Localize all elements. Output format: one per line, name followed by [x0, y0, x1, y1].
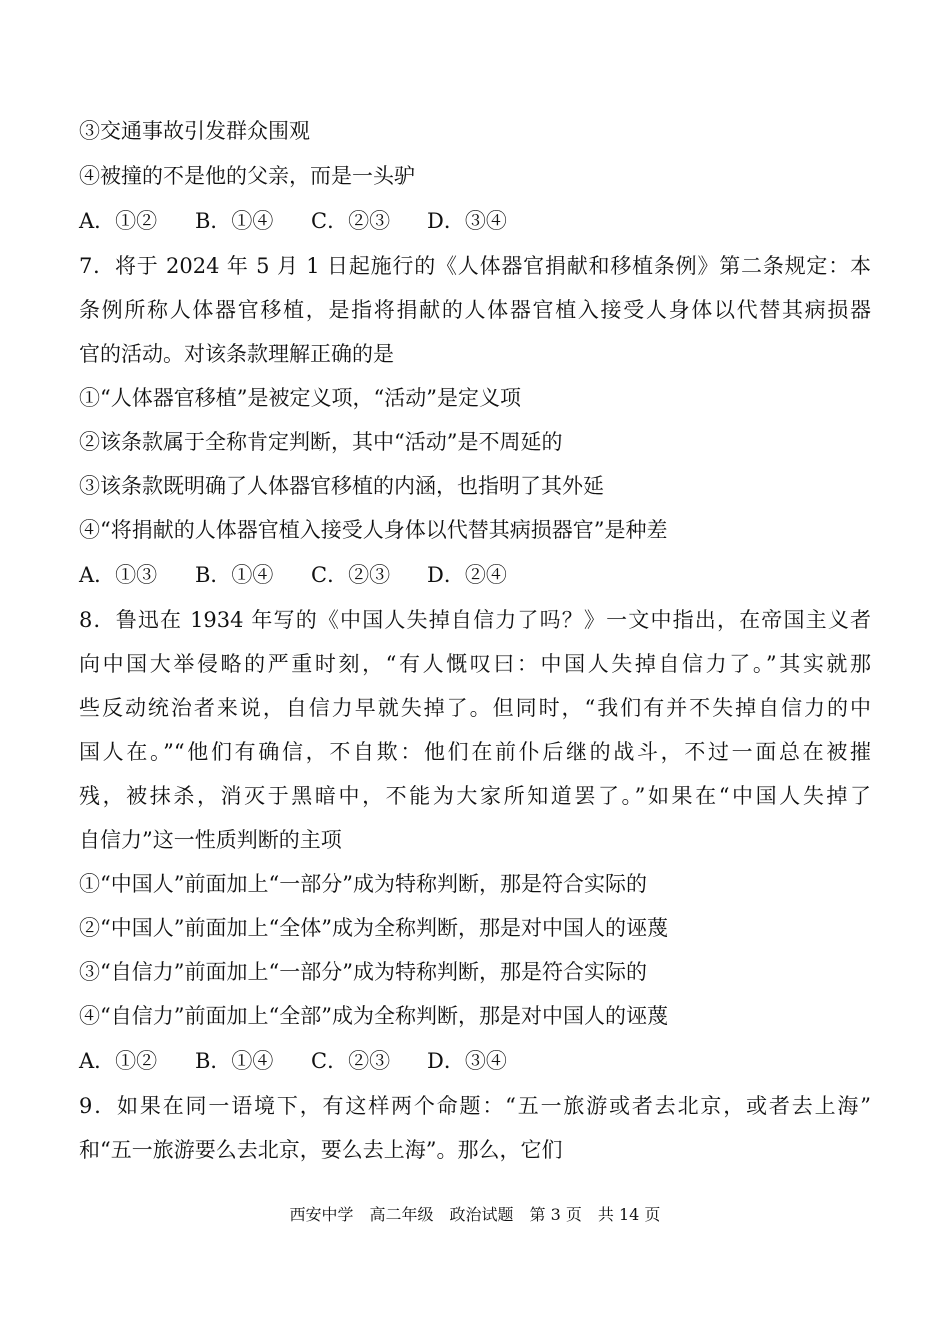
- q7-stem-line-1: 7．将于 2024 年 5 月 1 日起施行的《人体器官捐献和移植条例》第二条规定：本: [79, 254, 871, 278]
- q7-item-3: ③该条款既明确了人体器官移植的内涵，也指明了其外延: [79, 474, 604, 498]
- q7-item-1: ①“人体器官移植”是被定义项，“活动”是定义项: [79, 386, 521, 410]
- q9-stem-line-1: 9．如果在同一语境下，有这样两个命题：“五一旅游或者去北京，或者去上海”: [79, 1094, 871, 1118]
- q8-options: [79, 1046, 871, 1076]
- q8-item-3: ③“自信力”前面加上“一部分”成为特称判断，那是符合实际的: [79, 960, 647, 984]
- q8-item-4: ④“自信力”前面加上“全部”成为全称判断，那是对中国人的诬蔑: [79, 1004, 668, 1028]
- q7-option-b[interactable]: B．①④: [195, 563, 274, 587]
- q8-stem-line-1: 8．鲁迅在 1934 年写的《中国人失掉自信力了吗？》一文中指出，在帝国主义者: [79, 608, 871, 632]
- q6-item-4: ④被撞的不是他的父亲，而是一头驴: [79, 164, 415, 188]
- q8-option-c[interactable]: C．②③: [311, 1049, 391, 1073]
- q6-option-a[interactable]: A．①②: [79, 209, 158, 233]
- q7-option-d[interactable]: D．②④: [427, 563, 507, 587]
- q7-item-2: ②该条款属于全称肯定判断，其中“活动”是不周延的: [79, 430, 563, 454]
- q8-option-a[interactable]: A．①②: [79, 1049, 158, 1073]
- q8-stem-line-2: 向中国大举侵略的严重时刻，“有人慨叹曰：中国人失掉自信力了。”其实就那: [79, 652, 871, 676]
- q7-options: [79, 560, 871, 590]
- q8-item-2: ②“中国人”前面加上“全体”成为全称判断，那是对中国人的诬蔑: [79, 916, 668, 940]
- q7-option-a[interactable]: A．①③: [79, 563, 158, 587]
- q7-item-4: ④“将捐献的人体器官植入接受人身体以代替其病损器官”是种差: [79, 518, 668, 542]
- q6-options: [79, 206, 871, 236]
- q7-option-c[interactable]: C．②③: [311, 563, 391, 587]
- q8-option-d[interactable]: D．③④: [427, 1049, 507, 1073]
- q6-option-c[interactable]: C．②③: [311, 209, 391, 233]
- q8-option-b[interactable]: B．①④: [195, 1049, 274, 1073]
- q6-item-3: ③交通事故引发群众围观: [79, 119, 310, 143]
- q6-option-b[interactable]: B．①④: [195, 209, 274, 233]
- q8-stem-line-6: 自信力”这一性质判断的主项: [79, 828, 342, 852]
- q8-stem-line-3: 些反动统治者来说，自信力早就失掉了。但同时，“我们有并不失掉自信力的中: [79, 696, 871, 720]
- q7-stem-line-3: 官的活动。对该条款理解正确的是: [79, 342, 394, 366]
- q7-stem-line-2: 条例所称人体器官移植，是指将捐献的人体器官植入接受人身体以代替其病损器: [79, 298, 871, 322]
- q6-option-d[interactable]: D．③④: [427, 209, 507, 233]
- page-footer: 西安中学 高二年级 政治试题 第 3 页 共 14 页: [289, 1205, 661, 1224]
- q8-stem-line-5: 残，被抹杀，消灭于黑暗中，不能为大家所知道罢了。”如果在“中国人失掉了: [79, 784, 871, 808]
- q9-stem-line-2: 和“五一旅游要么去北京，要么去上海”。那么，它们: [79, 1138, 563, 1162]
- q8-item-1: ①“中国人”前面加上“一部分”成为特称判断，那是符合实际的: [79, 872, 647, 896]
- q8-stem-line-4: 国人在。”“他们有确信，不自欺：他们在前仆后继的战斗，不过一面总在被摧: [79, 740, 871, 764]
